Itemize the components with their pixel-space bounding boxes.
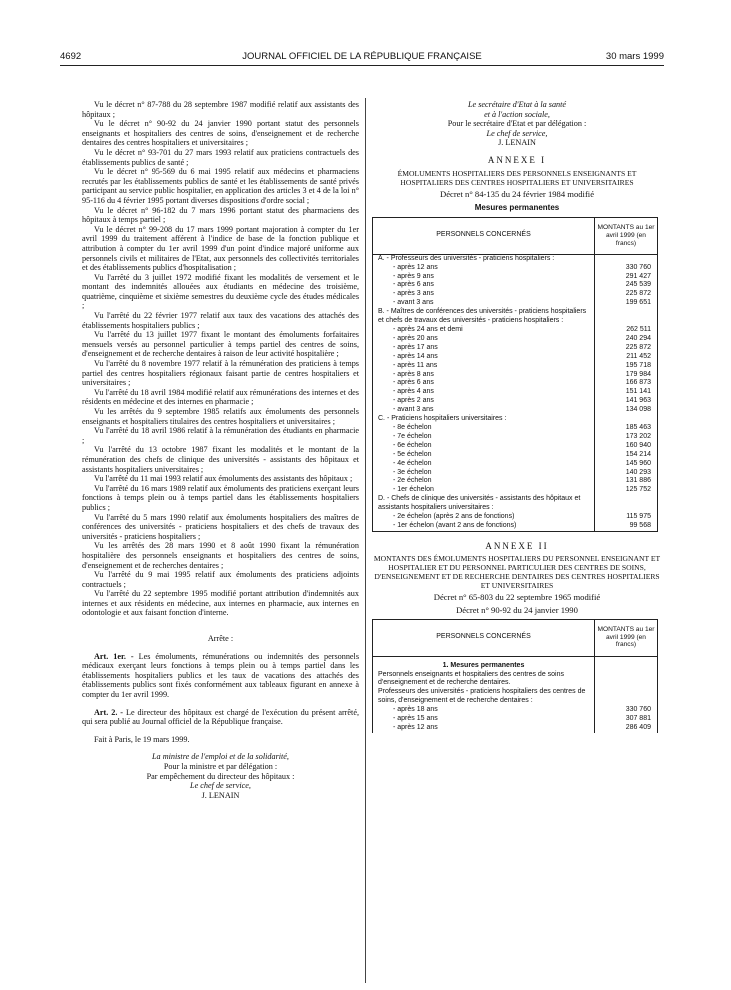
row-amount: 225 872 bbox=[595, 290, 658, 299]
table-row bbox=[373, 388, 658, 397]
row-label: - après 11 ans bbox=[393, 361, 438, 369]
table-row bbox=[373, 299, 658, 308]
annex-2-table bbox=[372, 619, 658, 733]
article-1-text: Les émoluments, rémunérations ou indemnités des personnels médicaux exerçant leurs fonctions à temps plein ou à temps partiel dans les établissements hospitaliers publics et les taux de vacations des attachés des établissements publics sont fixés conformément aux tableaux figurant en annexe à compter du 1er avril 1999. bbox=[82, 651, 360, 700]
secretary-role: Le chef de service, bbox=[486, 128, 548, 138]
row-label: - après 6 ans bbox=[393, 379, 434, 387]
page-number: 4692 bbox=[60, 51, 82, 62]
table-row bbox=[373, 273, 658, 282]
row-amount: 291 427 bbox=[595, 273, 658, 282]
table-row bbox=[373, 451, 658, 460]
visa-paragraph: Vu le décret n° 96-182 du 7 mars 1996 portant statut des pharmaciens des hôpitaux à temps partiel ; bbox=[82, 205, 359, 225]
row-label: - avant 3 ans bbox=[393, 406, 434, 414]
article-1-label: Art. 1er. - bbox=[94, 651, 134, 661]
row-amount: 240 294 bbox=[595, 335, 658, 344]
table-row bbox=[373, 522, 658, 531]
table-row bbox=[373, 486, 658, 495]
row-amount bbox=[595, 308, 658, 326]
right-column bbox=[372, 100, 662, 733]
table-row bbox=[373, 290, 658, 299]
row-label: Professeurs des universités - praticiens hospitaliers des centres de soins, d'enseignement et de recherche dentaires : bbox=[378, 688, 586, 705]
visa-paragraph: Vu l'arrêté du 22 septembre 1995 modifié portant attribution d'indemnités aux internes et aux résidents en médecine, aux internes en pharmacie, aux internes en odontologie et aux faisant fonction d'interne. bbox=[82, 589, 359, 618]
table-row bbox=[373, 397, 658, 406]
row-label: B. - Maîtres de conférences des universités - praticiens hospitaliers et chefs de travaux des universités - praticiens hospitaliers : bbox=[378, 308, 587, 325]
table-row bbox=[373, 254, 658, 263]
article-1 bbox=[82, 652, 359, 700]
row-label: - après 14 ans bbox=[393, 352, 438, 360]
table-row bbox=[373, 326, 658, 335]
table-row bbox=[373, 513, 658, 522]
left-column bbox=[82, 100, 359, 800]
annex-2-title: ANNEXE II bbox=[485, 540, 549, 551]
arrete-label: Arrête : bbox=[207, 634, 234, 644]
annex-2-col-personnel: PERSONNELS CONCERNÉS bbox=[373, 619, 595, 656]
row-amount: 286 409 bbox=[595, 724, 658, 733]
table-row bbox=[373, 715, 658, 724]
row-amount: 131 886 bbox=[595, 477, 658, 486]
visa-paragraph: Vu l'arrêté du 9 mai 1995 relatif aux émoluments des praticiens adjoints contractuels ; bbox=[82, 570, 359, 589]
row-amount: 141 963 bbox=[595, 397, 658, 406]
signature-minister: La ministre de l'emploi et de la solidarité, bbox=[152, 752, 289, 762]
annex-1-section: Mesures permanentes bbox=[474, 203, 560, 213]
row-label: Personnels enseignants et hospitaliers des centres de soins d'enseignement et de recherche dentaires. bbox=[378, 670, 564, 687]
column-divider bbox=[365, 98, 366, 983]
signature-delegation: Pour la ministre et par délégation : bbox=[163, 762, 278, 771]
visa-paragraph: Vu l'arrêté du 5 mars 1990 relatif aux émoluments hospitaliers des maîtres de conférences des universités - praticiens hospitaliers et des chefs de travaux des universités - praticiens hospitaliers ; bbox=[82, 512, 359, 541]
row-amount: 225 872 bbox=[595, 344, 658, 353]
row-amount bbox=[595, 495, 658, 513]
visa-paragraph: Vu l'arrêté du 11 mai 1993 relatif aux émoluments des assistants des hôpitaux ; bbox=[94, 474, 353, 484]
row-label: - 7e échelon bbox=[393, 432, 432, 440]
row-label: - 1er échelon bbox=[393, 486, 434, 494]
issue-date: 30 mars 1999 bbox=[605, 51, 664, 62]
annex-2-col-amount: MONTANTS au 1er avril 1999 (en francs) bbox=[595, 619, 658, 656]
annex-1-title: ANNEXE I bbox=[487, 154, 547, 165]
row-amount: 179 984 bbox=[595, 371, 658, 380]
row-label: - après 24 ans et demi bbox=[393, 326, 463, 333]
row-amount: 330 760 bbox=[595, 264, 658, 273]
row-amount: 115 975 bbox=[595, 513, 658, 522]
row-label: - après 17 ans bbox=[393, 343, 438, 351]
article-2 bbox=[82, 708, 359, 727]
row-label: - après 20 ans bbox=[393, 334, 438, 342]
row-amount: 173 202 bbox=[595, 433, 658, 442]
table-row bbox=[373, 371, 658, 380]
row-label: - après 6 ans bbox=[393, 281, 434, 289]
annex-1-subtitle: ÉMOLUMENTS HOSPITALIERS DES PERSONNELS ENSEIGNANTS ET HOSPITALIERS DES CENTRES HOSPITALIERS ET UNIVERSITAIRES bbox=[397, 168, 637, 187]
row-label: - 6e échelon bbox=[393, 441, 432, 449]
row-amount: 140 293 bbox=[595, 469, 658, 478]
table-row bbox=[373, 362, 658, 371]
table-row bbox=[373, 281, 658, 290]
visa-list bbox=[82, 100, 359, 618]
row-amount: 185 463 bbox=[595, 424, 658, 433]
row-amount: 145 960 bbox=[595, 460, 658, 469]
table-row bbox=[373, 477, 658, 486]
table-row bbox=[373, 671, 658, 689]
signature-name: J. LENAIN bbox=[201, 790, 240, 800]
row-label: - après 15 ans bbox=[393, 715, 438, 723]
table-row bbox=[373, 688, 658, 706]
visa-paragraph: Vu l'arrêté du 22 février 1977 relatif aux taux des vacations des attachés des établissements hospitaliers publics ; bbox=[82, 311, 359, 330]
visa-paragraph: Vu le décret n° 93-701 du 27 mars 1993 relatif aux praticiens contractuels des établissements publics de santé ; bbox=[82, 147, 359, 167]
annex-2-subtitle: MONTANTS DES ÉMOLUMENTS HOSPITALIERS DU PERSONNEL ENSEIGNANT ET HOSPITALIER ET DU PERSONNEL PARTICULIER DES CENTRES DE SOINS, D'ENSEIGNEMENT ET DE RECHERCHE DENTAIRES DES CENTRES HOSPITALIERS ET UNIVERSITAIRES bbox=[373, 554, 661, 591]
row-amount: 99 568 bbox=[595, 522, 658, 531]
row-label: D. - Chefs de clinique des universités - assistants des hôpitaux et assistants hospitaliers universitaires : bbox=[378, 495, 581, 512]
row-amount: 199 651 bbox=[595, 299, 658, 308]
table-row bbox=[373, 406, 658, 415]
row-amount: 160 940 bbox=[595, 442, 658, 451]
annex-1-col-personnel: PERSONNELS CONCERNÉS bbox=[373, 217, 595, 254]
row-label: - avant 3 ans bbox=[393, 299, 434, 307]
table-row bbox=[373, 442, 658, 451]
row-amount: 151 141 bbox=[595, 388, 658, 397]
table-row bbox=[373, 353, 658, 362]
row-amount: 195 718 bbox=[595, 362, 658, 371]
visa-paragraph: Vu l'arrêté du 18 avril 1984 modifié relatif aux rémunérations des internes et des résidents en médecine et des internes en pharmacie ; bbox=[82, 387, 359, 407]
row-label: - après 2 ans bbox=[393, 397, 434, 405]
annex-2-decree-1: Décret n° 65-803 du 22 septembre 1965 modifié bbox=[433, 592, 601, 603]
visa-paragraph: Vu les arrêtés des 28 mars 1990 et 8 août 1990 fixant la rémunération hospitalière des personnels enseignants et hospitaliers des centres de soins, d'enseignement et de recherches dentaires ; bbox=[82, 541, 359, 570]
row-label: - 8e échelon bbox=[393, 423, 432, 431]
visa-paragraph: Vu l'arrêté du 8 novembre 1977 relatif à la rémunération des praticiens à temps partiel des centres hospitaliers régionaux faisant partie de centres hospitaliers et universitaires ; bbox=[82, 359, 359, 388]
row-label: - après 18 ans bbox=[393, 706, 438, 714]
row-amount: 211 452 bbox=[595, 353, 658, 362]
annex-1-decree: Décret n° 84-135 du 24 février 1984 modifié bbox=[439, 188, 595, 199]
visa-paragraph: Vu le décret n° 95-569 du 6 mai 1995 relatif aux médecins et pharmaciens recrutés par les établissements publics de santé et les établissements de santé privés participant au service public hospitalier, en application des articles 3 et 4 de la loi n° 95-116 du 4 février 1995 portant diverses dispositions d'ordre social ; bbox=[82, 167, 359, 205]
row-amount: 262 511 bbox=[595, 326, 658, 335]
table-row bbox=[373, 495, 658, 513]
article-2-label: Art. 2. - bbox=[94, 707, 124, 717]
annex-1-col-amount: MONTANTS au 1er avril 1999 (en francs) bbox=[595, 217, 658, 254]
visa-paragraph: Vu l'arrêté du 13 octobre 1987 fixant les modalités et le montant de la rémunération des chefs de clinique des universités - assistants des hôpitaux et assistants hospitaliers universitaires ; bbox=[82, 445, 359, 474]
table-row bbox=[373, 264, 658, 273]
visa-paragraph: Vu l'arrêté du 16 mars 1989 relatif aux émoluments des praticiens exerçant leurs fonctions à temps plein ou à temps partiel dans les établissements hospitaliers publics ; bbox=[82, 483, 359, 512]
row-label: A. - Professeurs des universités - praticiens hospitaliers : bbox=[378, 254, 555, 262]
secretary-delegation: Pour le secrétaire d'Etat et par délégation : bbox=[447, 119, 587, 129]
table-row bbox=[373, 335, 658, 344]
row-label: - après 12 ans bbox=[393, 723, 438, 731]
row-amount: 125 752 bbox=[595, 486, 658, 495]
table-row bbox=[373, 706, 658, 715]
row-label: - 2e échelon (après 2 ans de fonctions) bbox=[393, 513, 515, 521]
visa-paragraph: Vu l'arrêté du 3 juillet 1972 modifié fixant les modalités de versement et le montant des indemnités allouées aux étudiants en médecine des troisième, quatrième, cinquième et sixième semestres du deuxième cycle des études médicales ; bbox=[82, 272, 359, 311]
visa-paragraph: Vu le décret n° 90-92 du 24 janvier 1990 portant statut des personnels enseignants et hospitaliers des centres de soins, d'enseignement et de recherche dentaires des centres hospitaliers et universitaires ; bbox=[82, 119, 359, 148]
row-label: - 4e échelon bbox=[393, 459, 432, 467]
visa-paragraph: Vu le décret n° 87-788 du 28 septembre 1987 modifié relatif aux assistants des hôpitaux ; bbox=[82, 100, 359, 119]
annex-1-table bbox=[372, 217, 658, 532]
row-label: - 2e échelon bbox=[393, 477, 432, 485]
row-amount bbox=[595, 254, 658, 263]
row-amount bbox=[595, 671, 658, 689]
table-row bbox=[373, 424, 658, 433]
visa-paragraph: Vu le décret n° 99-208 du 17 mars 1999 portant majoration à compter du 1er avril 1999 du traitement afférent à l'indice de base de la fonction publique et attribution à compter du 1er avril 1999 d'un point d'indice majoré uniforme aux personnels civils et militaires de l'Etat, aux personnels des collectivités territoriales et des établissements publics d'hospitalisation ; bbox=[82, 224, 359, 273]
row-amount: 154 214 bbox=[595, 451, 658, 460]
row-label: - après 8 ans bbox=[393, 370, 434, 378]
secretary-name: J. LENAIN bbox=[498, 138, 536, 148]
row-amount: 330 760 bbox=[595, 706, 658, 715]
row-amount: 134 098 bbox=[595, 406, 658, 415]
table-row bbox=[373, 308, 658, 326]
table-row bbox=[373, 379, 658, 388]
table-row bbox=[373, 724, 658, 733]
row-label: - 5e échelon bbox=[393, 450, 432, 458]
row-label: - 3e échelon bbox=[393, 468, 432, 476]
signature-empechement: Par empêchement du directeur des hôpitaux : bbox=[146, 771, 295, 781]
visa-paragraph: Vu l'arrêté du 13 juillet 1977 fixant le montant des émoluments forfaitaires mensuels versés au personnel particulier à temps partiel des centres de soins, d'enseignement et de recherche dentaires à raison de leur activité hospitalière ; bbox=[82, 330, 359, 359]
table-row bbox=[373, 415, 658, 424]
journal-title: JOURNAL OFFICIEL DE LA RÉPUBLIQUE FRANÇAISE bbox=[242, 51, 482, 62]
row-label: C. - Praticiens hospitaliers universitaires : bbox=[378, 415, 507, 423]
secretary-title: Le secrétaire d'Etat à la santé bbox=[467, 100, 567, 109]
row-amount bbox=[595, 688, 658, 706]
row-label: - après 3 ans bbox=[393, 290, 434, 298]
table-row bbox=[373, 433, 658, 442]
row-label: - après 4 ans bbox=[393, 388, 434, 396]
signature-role: Le chef de service, bbox=[190, 781, 251, 791]
article-2-text: Le directeur des hôpitaux est chargé de l'exécution du présent arrêté, qui sera publié au Journal officiel de la République française. bbox=[82, 707, 360, 727]
row-amount: 166 873 bbox=[595, 379, 658, 388]
visa-paragraph: Vu l'arrêté du 18 avril 1986 relatif à la rémunération des étudiants en pharmacie ; bbox=[82, 426, 359, 445]
row-label: - après 12 ans bbox=[393, 263, 438, 271]
visa-paragraph: Vu les arrêtés du 9 septembre 1985 relatifs aux émoluments des personnels enseignants et hospitaliers titulaires des centres hospitaliers et universitaires ; bbox=[82, 407, 359, 426]
page-header bbox=[60, 51, 664, 66]
secretary-title-2: et à l'action sociale, bbox=[484, 109, 550, 119]
row-amount: 245 539 bbox=[595, 281, 658, 290]
row-amount bbox=[595, 415, 658, 424]
table-row bbox=[373, 460, 658, 469]
table-row bbox=[373, 344, 658, 353]
annex-2-section: 1. Mesures permanentes bbox=[442, 661, 525, 669]
row-amount: 307 881 bbox=[595, 715, 658, 724]
table-row bbox=[373, 469, 658, 478]
row-label: - après 9 ans bbox=[393, 272, 434, 280]
row-label: - 1er échelon (avant 2 ans de fonctions) bbox=[393, 521, 517, 529]
annex-2-decree-2: Décret n° 90-92 du 24 janvier 1990 bbox=[456, 605, 578, 616]
signature-place: Fait à Paris, le 19 mars 1999. bbox=[94, 734, 190, 744]
